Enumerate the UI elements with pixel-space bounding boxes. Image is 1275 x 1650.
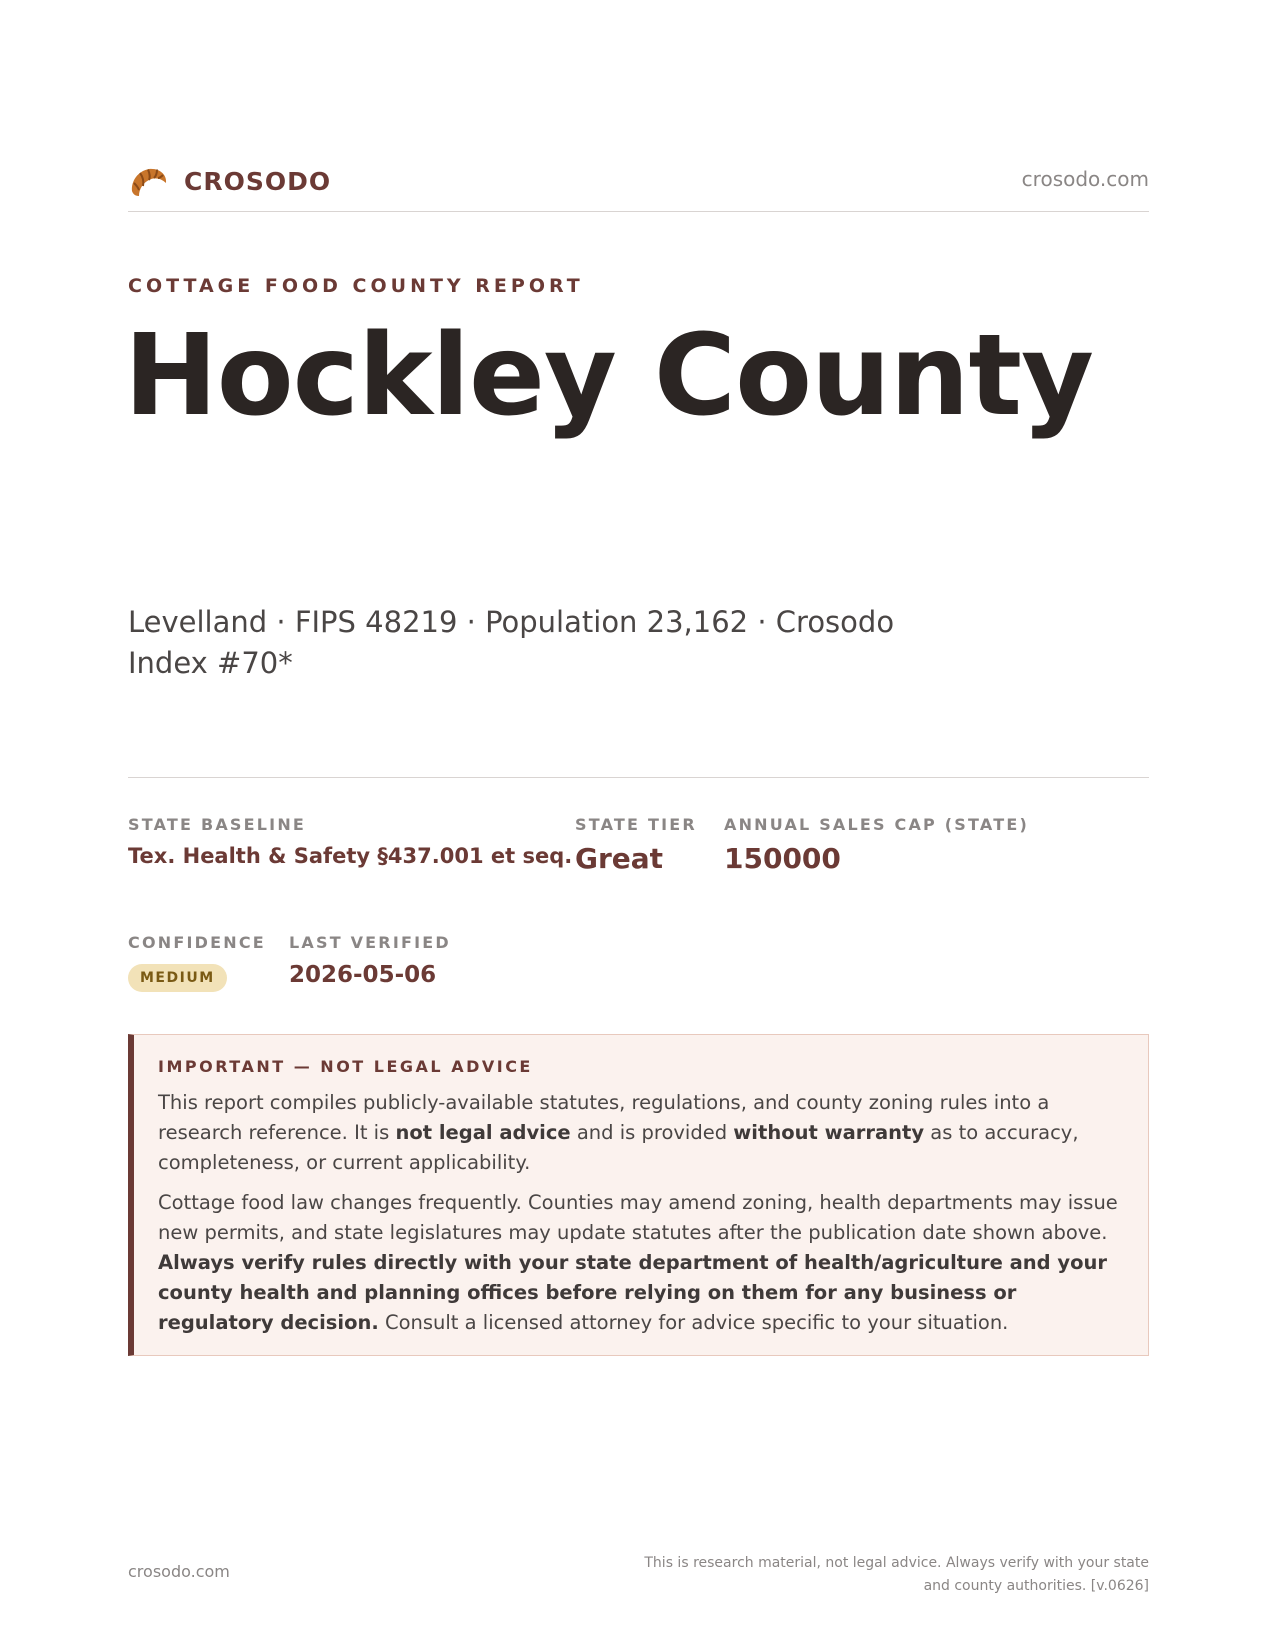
report-subtitle: Levelland · FIPS 48219 · Population 23,162 · Crosodo Index #70* xyxy=(128,605,895,680)
notice-text: and is provided xyxy=(570,1121,734,1144)
last-verified-label: LAST VERIFIED xyxy=(289,933,451,952)
brand xyxy=(128,161,331,201)
legal-notice xyxy=(128,1034,1149,1356)
footer-disclaimer: This is research material, not legal advice. Always verify with your state and county authorities. [v.0626] xyxy=(644,1555,1149,1594)
confidence-badge: MEDIUM xyxy=(128,964,227,992)
notice-emphasis: Always verify rules directly with your state department of health/agriculture and your county health and planning offices before relying on them for any business or regulatory decision. xyxy=(158,1251,1108,1334)
notice-emphasis: not legal advice xyxy=(395,1121,571,1144)
notice-paragraph-2 xyxy=(158,1188,1124,1338)
state-tier-label: STATE TIER xyxy=(575,815,697,834)
state-baseline-field xyxy=(128,815,572,868)
confidence-field xyxy=(128,933,266,992)
footer-site-link[interactable]: crosodo.com xyxy=(128,1562,230,1581)
sales-cap-label: ANNUAL SALES CAP (STATE) xyxy=(724,815,1029,834)
brand-name: CROSODO xyxy=(184,166,332,196)
notice-emphasis: without warranty xyxy=(733,1121,925,1144)
report-page xyxy=(124,0,1149,1650)
page-header xyxy=(128,155,1149,212)
sales-cap-value: 150000 xyxy=(724,842,841,875)
last-verified-field xyxy=(289,933,451,988)
section-divider xyxy=(128,777,1149,778)
notice-title: IMPORTANT — NOT LEGAL ADVICE xyxy=(158,1057,533,1076)
notice-text: This report compiles publicly-available statutes, regulations, and county zoning rules into a research reference. It is xyxy=(158,1091,1050,1144)
sales-cap-field xyxy=(724,815,1029,875)
notice-text: Consult a licensed attorney for advice specific to your situation. xyxy=(378,1311,1009,1334)
site-url-link[interactable]: crosodo.com xyxy=(1021,167,1149,191)
notice-text: Cottage food law changes frequently. Counties may amend zoning, health departments may issue new permits, and state legislatures may update statutes after the publication date shown above. xyxy=(158,1191,1118,1244)
notice-text: as to accuracy, completeness, or current applicability. xyxy=(158,1121,1079,1174)
state-tier-field xyxy=(575,815,697,875)
report-eyebrow: COTTAGE FOOD COUNTY REPORT xyxy=(128,275,584,297)
confidence-label: CONFIDENCE xyxy=(128,933,266,952)
page-title: Hockley County xyxy=(124,311,1094,441)
last-verified-value: 2026-05-06 xyxy=(289,962,437,988)
state-baseline-value: Tex. Health & Safety §437.001 et seq. xyxy=(128,844,573,868)
state-baseline-label: STATE BASELINE xyxy=(128,815,307,834)
notice-paragraph-1 xyxy=(158,1088,1124,1178)
croissant-icon xyxy=(128,161,170,201)
state-tier-value: Great xyxy=(575,842,664,875)
